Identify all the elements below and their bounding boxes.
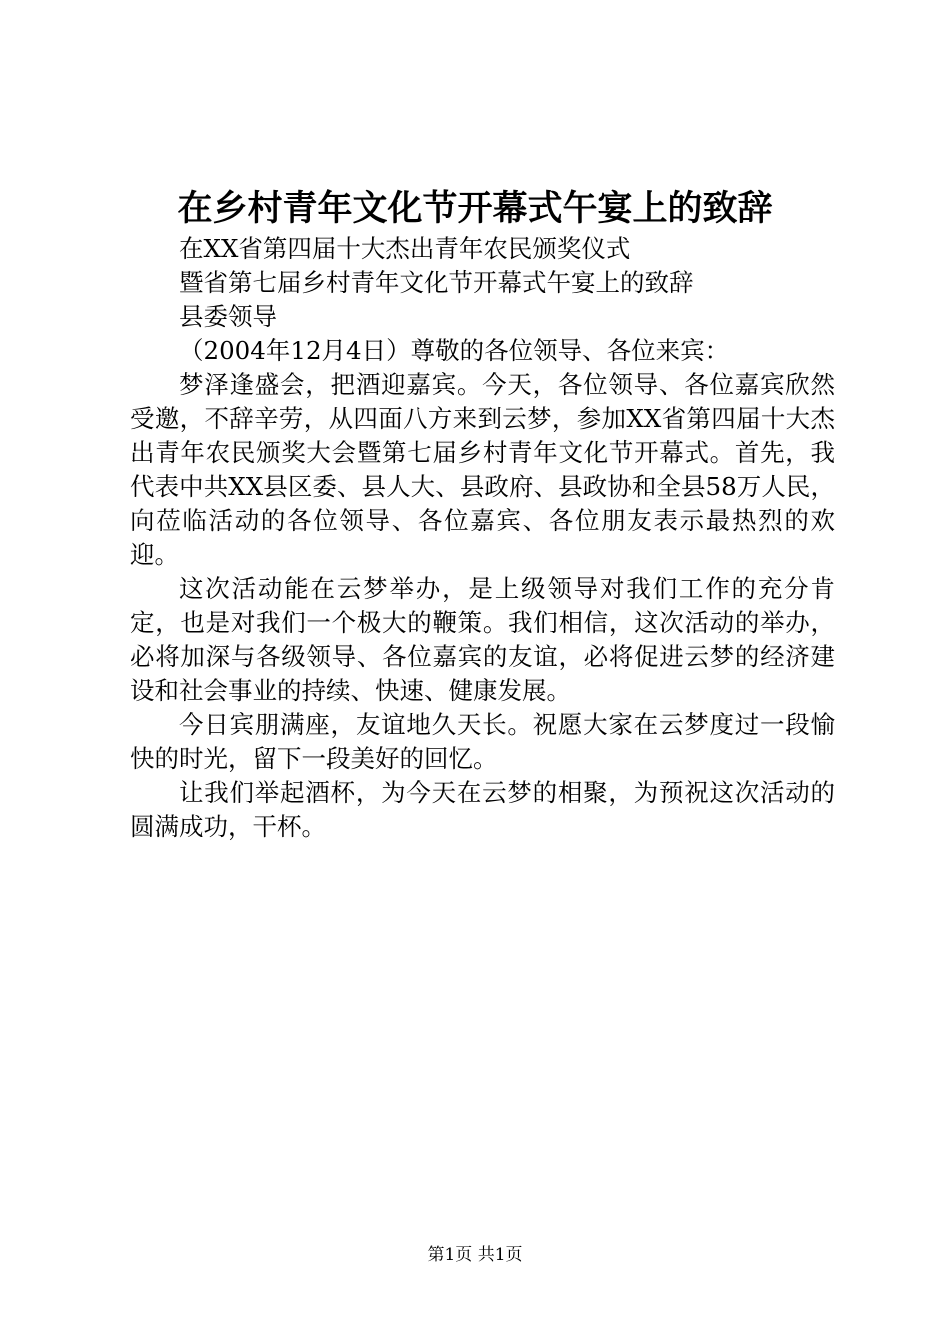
page-number-footer: 第1页 共1页 [427, 1245, 523, 1265]
body-paragraph-3: 今日宾朋满座，友谊地久天长。祝愿大家在云梦度过一段愉快的时光，留下一段美好的回忆。 [130, 710, 835, 773]
speaker-line: 县委领导 [179, 302, 277, 331]
subtitle-line-2: 暨省第七届乡村青年文化节开幕式午宴上的致辞 [179, 268, 694, 297]
document-body [130, 232, 835, 844]
date-greeting-line: （2004年12月4日）尊敬的各位领导、各位来宾： [179, 336, 730, 365]
body-paragraph-2: 这次活动能在云梦举办，是上级领导对我们工作的充分肯定，也是对我们一个极大的鞭策。我们相信，这次活动的举办，必将加深与各级领导、各位嘉宾的友谊，必将促进云梦的经济建设和社会事业的持续、快速、健康发展。 [130, 574, 835, 705]
document-title: 在乡村青年文化节开幕式午宴上的致辞 [177, 188, 773, 229]
body-paragraph-4: 让我们举起酒杯，为今天在云梦的相聚，为预祝这次活动的圆满成功，干杯。 [130, 778, 835, 841]
subtitle-line-1: 在XX省第四届十大杰出青年农民颁奖仪式 [179, 234, 631, 263]
body-paragraph-1: 梦泽逢盛会，把酒迎嘉宾。今天，各位领导、各位嘉宾欣然受邀，不辞辛劳，从四面八方来到云梦，参加XX省第四届十大杰出青年农民颁奖大会暨第七届乡村青年文化节开幕式。首先，我代表中共XX县区委、县人大、县政府、县政协和全县58万人民，向莅临活动的各位领导、各位嘉宾、各位朋友表示最热烈的欢迎。 [130, 370, 835, 569]
